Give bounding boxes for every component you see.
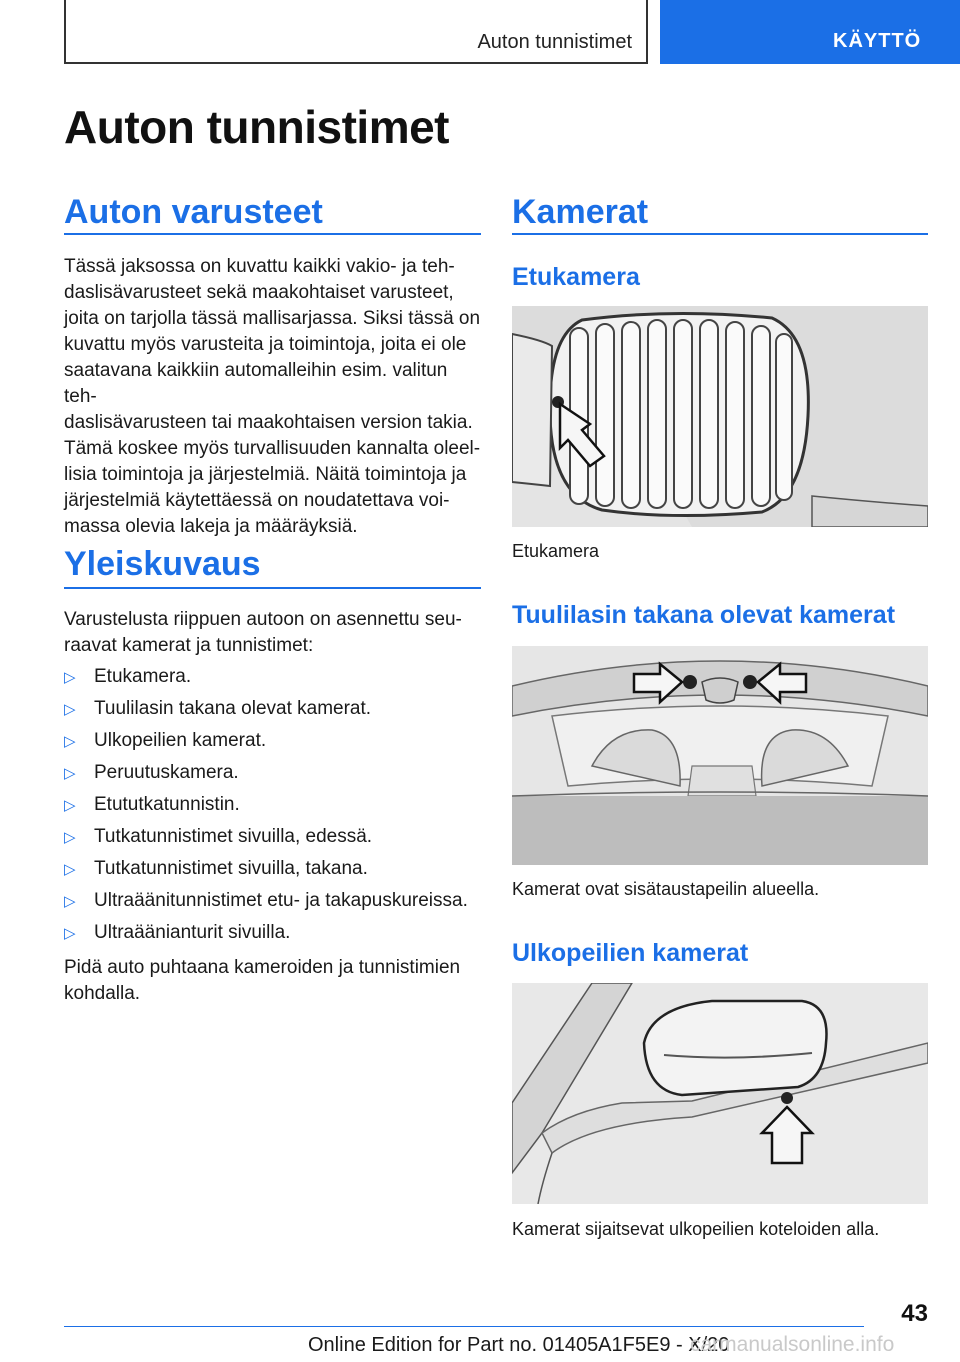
text-line: Pidä auto puhtaana kameroiden ja tunnistimien xyxy=(64,957,461,978)
list-item xyxy=(64,856,484,888)
header-section-box xyxy=(64,0,648,64)
list-item-text: Ultraäänitunnistimet etu- ja takapuskureissa. xyxy=(94,890,468,911)
list-item xyxy=(64,888,484,920)
triangle-bullet-icon: ▷ xyxy=(64,893,76,910)
list-item xyxy=(64,664,484,696)
caption-etukamera: Etukamera xyxy=(512,541,600,561)
text-line: massa olevia lakeja ja määräyksiä. xyxy=(64,516,358,537)
list-item-text: Etukamera. xyxy=(94,666,192,687)
list-item-text: Etututkatunnistin. xyxy=(94,794,240,815)
text-line: Varustelusta riippuen autoon on asennettu seu- xyxy=(64,609,462,630)
section-rule xyxy=(64,587,481,589)
triangle-bullet-icon: ▷ xyxy=(64,669,76,686)
text-line: daslisävarusteet sekä maakohtaiset varusteet, xyxy=(64,282,454,303)
list-item-text: Tutkatunnistimet sivuilla, takana. xyxy=(94,858,368,879)
text-line: Tässä jaksossa on kuvattu kaikki vakio- ja teh- xyxy=(64,256,455,277)
text-line: daslisävarusteen tai maakohtaisen version takia. xyxy=(64,412,473,433)
sensor-list xyxy=(64,664,484,952)
text-line: raavat kamerat ja tunnistimet: xyxy=(64,635,314,656)
list-item xyxy=(64,824,484,856)
section-heading-yleiskuvaus: Yleiskuvaus xyxy=(64,545,261,583)
text-line: joita on tarjolla tässä mallisarjassa. Siksi tässä on xyxy=(64,308,481,329)
section-heading-kamerat: Kamerat xyxy=(512,193,649,231)
section-rule xyxy=(64,233,481,235)
header-chapter-tab[interactable] xyxy=(660,0,960,64)
list-item-text: Peruutuskamera. xyxy=(94,762,239,783)
triangle-bullet-icon: ▷ xyxy=(64,925,76,942)
header-section-title: Auton tunnistimet xyxy=(477,31,632,53)
caption-ulkopeilien-kamerat: Kamerat sijaitsevat ulkopeilien koteloiden alla. xyxy=(512,1219,880,1239)
paragraph-varusteet xyxy=(64,254,484,540)
paragraph-outro xyxy=(64,955,484,1007)
subheading-tuulilasin-kamerat: Tuulilasin takana olevat kamerat xyxy=(512,601,896,629)
section-heading-auton-varusteet: Auton varusteet xyxy=(64,193,323,231)
text-line: lisia toimintoja ja järjestelmiä. Näitä toimintoja ja xyxy=(64,464,467,485)
footer-watermark[interactable]: carmanualsonline.info xyxy=(690,1333,895,1356)
list-item xyxy=(64,696,484,728)
list-item xyxy=(64,760,484,792)
caption-tuulilasin-kamerat: Kamerat ovat sisätaustapeilin alueella. xyxy=(512,879,820,899)
text-line: kohdalla. xyxy=(64,983,141,1004)
subheading-ulkopeilien-kamerat: Ulkopeilien kamerat xyxy=(512,939,749,967)
section-rule xyxy=(512,233,928,235)
paragraph-yleiskuvaus-intro xyxy=(64,607,484,659)
front-camera-illustration xyxy=(512,306,928,527)
list-item xyxy=(64,792,484,824)
list-item xyxy=(64,920,484,952)
text-line: Tämä koskee myös turvallisuuden kannalta oleel- xyxy=(64,438,481,459)
text-line: järjestelmiä käytettäessä on noudatettava voi- xyxy=(64,490,450,511)
triangle-bullet-icon: ▷ xyxy=(64,861,76,878)
triangle-bullet-icon: ▷ xyxy=(64,701,76,718)
text-line: kuvattu myös varusteita ja toimintoja, joita ei ole xyxy=(64,334,467,355)
triangle-bullet-icon: ▷ xyxy=(64,733,76,750)
triangle-bullet-icon: ▷ xyxy=(64,797,76,814)
footer-rule xyxy=(64,1326,864,1327)
triangle-bullet-icon: ▷ xyxy=(64,765,76,782)
list-item-text: Tutkatunnistimet sivuilla, edessä. xyxy=(94,826,373,847)
list-item-text: Ulkopeilien kamerat. xyxy=(94,730,267,751)
mirror-camera-illustration xyxy=(512,983,928,1204)
footer-edition: Online Edition for Part no. 01405A1F5E9 - X/20 xyxy=(308,1334,730,1356)
text-line: saatavana kaikkiin automalleihin esim. valitun teh- xyxy=(64,360,448,407)
header-chapter-label: KÄYTTÖ xyxy=(833,30,922,52)
list-item-text: Tuulilasin takana olevat kamerat. xyxy=(94,698,372,719)
list-item-text: Ultraäänianturit sivuilla. xyxy=(94,922,291,943)
subheading-etukamera: Etukamera xyxy=(512,263,640,291)
windshield-camera-illustration xyxy=(512,646,928,865)
triangle-bullet-icon: ▷ xyxy=(64,829,76,846)
list-item xyxy=(64,728,484,760)
page-title: Auton tunnistimet xyxy=(64,101,449,153)
page-number: 43 xyxy=(901,1300,928,1327)
